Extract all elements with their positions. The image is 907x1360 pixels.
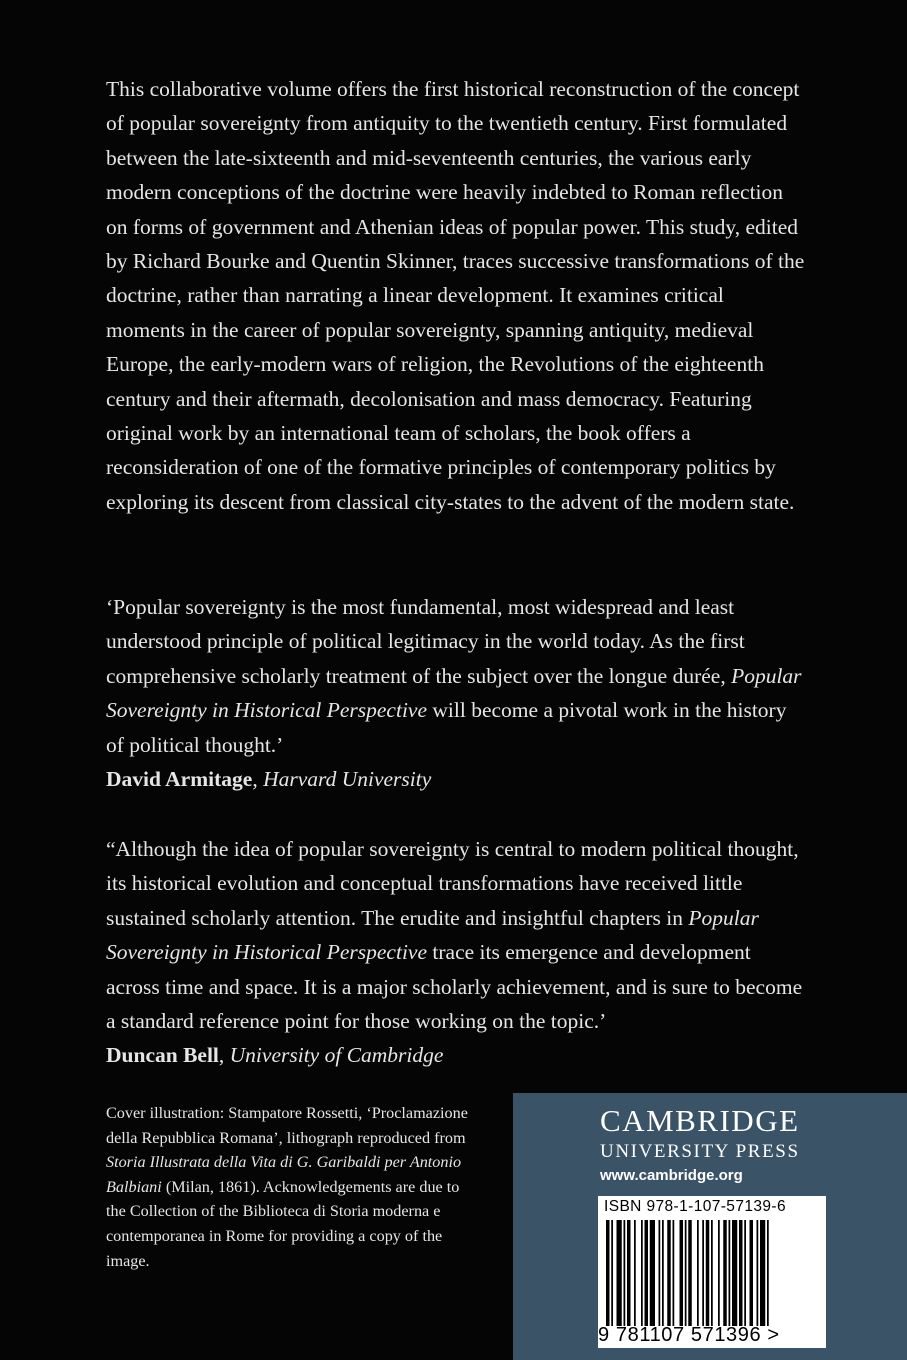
book-description: This collaborative volume offers the first historical reconstruction of the concept of popular sovereignty from antiquity to the twentieth century. First formulated between the late-sixteenth and mid-seventeenth centuries, the various early modern conceptions of the doctrine were heavily indebted to Roman reflection on forms of government and Athenian ideas of popular power. This study, edited by Richard Bourke and Quentin Skinner, traces successive transformations of the doctrine, rather than narrating a linear development. It examines critical moments in the career of popular sovereignty, spanning antiquity, medieval Europe, the early-modern wars of religion, the Revolutions of the eighteenth century and their aftermath, decolonisation and mass democracy. Featuring original work by an international team of scholars, the book offers a reconsideration of one of the formative principles of contemporary politics by exploring its descent from classical city-states to the advent of the modern state. bbox=[106, 77, 805, 514]
quote-book-title: Popular Sovereignty in Historical Perspective bbox=[106, 663, 802, 723]
quote-book-title: Popular Sovereignty in Historical Perspective bbox=[106, 905, 759, 965]
isbn-label: ISBN 978-1-107-57139-6 bbox=[604, 1198, 786, 1215]
quote-attribution: David Armitage, Harvard University bbox=[106, 767, 432, 792]
cover-illustration-credit bbox=[106, 1101, 478, 1273]
quote-attribution: Duncan Bell, University of Cambridge bbox=[106, 1043, 444, 1068]
reviewer-affiliation: Harvard University bbox=[263, 767, 432, 792]
credit-source-title: Storia Illustrata della Vita di G. Garibaldi per Antonio Balbiani bbox=[106, 1153, 462, 1196]
review-quote-bell bbox=[106, 832, 806, 1073]
credit-text: Cover illustration: Stampatore Rossetti, ‘Proclamazione della Repubblica Romana’, lithograph reproduced from bbox=[106, 1104, 468, 1147]
reviewer-name: Duncan Bell bbox=[106, 1043, 219, 1068]
quote-text-end: will become a pivotal work in the history of political thought.’ bbox=[106, 698, 787, 757]
publisher-name: CAMBRIDGE bbox=[600, 1103, 800, 1138]
reviewer-affiliation: University of Cambridge bbox=[229, 1043, 444, 1068]
publisher-panel bbox=[513, 1093, 907, 1360]
review-quote-armitage bbox=[106, 590, 806, 796]
publisher-subtitle: UNIVERSITY PRESS bbox=[600, 1141, 800, 1162]
barcode-digits: 9 781107 571396 > bbox=[598, 1324, 780, 1346]
reviewer-name: David Armitage bbox=[106, 767, 253, 792]
credit-text-end: (Milan, 1861). Acknowledgements are due to the Collection of the Biblioteca di Storia moderna e contemporanea in Rome for providing a copy of the image. bbox=[106, 1177, 460, 1270]
quote-text-end: trace its emergence and development across time and space. It is a major scholarly achievement, and is sure to become a standard reference point for those working on the topic.’ bbox=[106, 940, 803, 1034]
publisher-url[interactable]: www.cambridge.org bbox=[600, 1167, 743, 1184]
barcode-block bbox=[598, 1196, 826, 1348]
quote-text: “Although the idea of popular sovereignty is central to modern political thought, its historical evolution and conceptual transformations have received little sustained scholarly attention. The erudite and insightful chapters in bbox=[106, 837, 799, 930]
quote-text: ‘Popular sovereignty is the most fundamental, most widespread and least understood principle of political legitimacy in the world today. As the first comprehensive scholarly treatment of the subject over the longue durée, bbox=[106, 595, 745, 688]
barcode-icon bbox=[606, 1220, 818, 1326]
